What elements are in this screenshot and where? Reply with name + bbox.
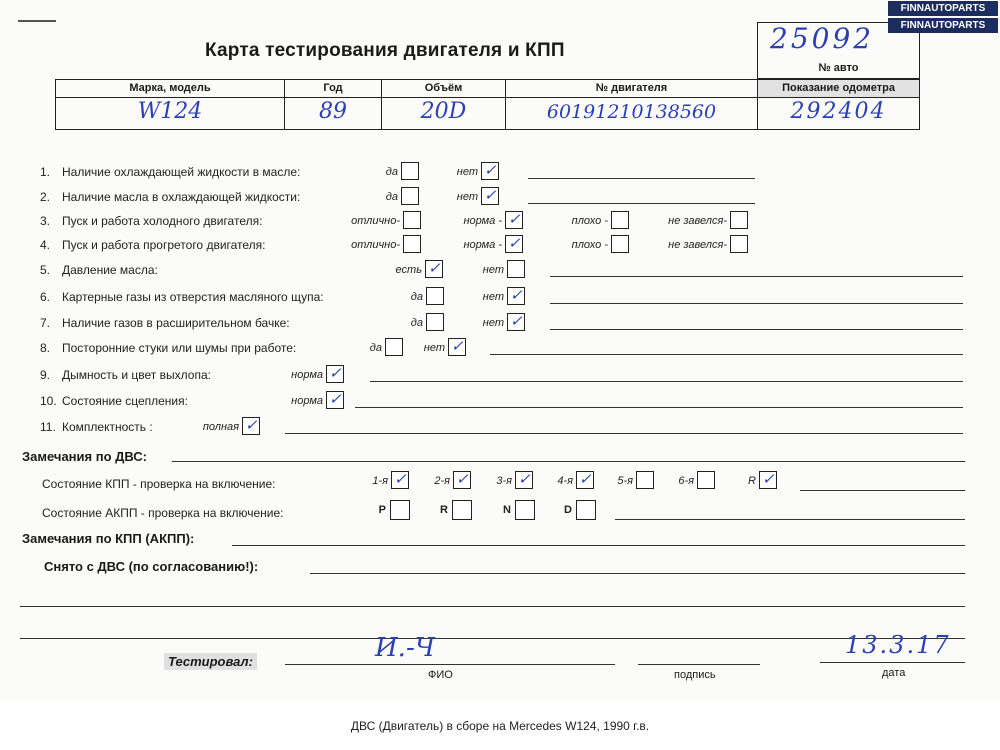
checklist-item-6 xyxy=(40,290,324,304)
checklist-item-9 xyxy=(40,368,211,382)
checkmark-icon: ✓ xyxy=(518,470,531,488)
engine-remarks-label: Замечания по ДВС: xyxy=(22,449,147,464)
option-checkbox[interactable] xyxy=(326,391,344,409)
option-checkbox[interactable] xyxy=(507,313,525,331)
option-checkbox[interactable] xyxy=(611,211,629,229)
option-label: не завелся- xyxy=(668,239,727,251)
manual-gearbox-line xyxy=(800,490,965,491)
removed-line-3 xyxy=(20,638,965,639)
option-label: отлично- xyxy=(351,239,400,251)
option-label: норма - xyxy=(463,239,502,251)
checklist-item-3 xyxy=(40,214,262,228)
auto-gearbox-label: Состояние АКПП - проверка на включение: xyxy=(42,506,284,520)
option-checkbox[interactable] xyxy=(505,235,523,253)
option-label: норма xyxy=(291,395,323,407)
header-col-engine-number: № двигателя xyxy=(505,79,758,98)
checklist-item-number: 9. xyxy=(40,368,51,382)
option-label: нет xyxy=(456,191,478,203)
option-checkbox[interactable] xyxy=(403,211,421,229)
option-label: отлично- xyxy=(351,215,400,227)
pen-mark xyxy=(18,20,56,22)
gear-checkbox[interactable] xyxy=(515,471,533,489)
name-line xyxy=(285,664,615,665)
option-label: да xyxy=(385,166,398,178)
option-label: нет xyxy=(456,166,478,178)
option-label: есть xyxy=(395,264,422,276)
checklist-comment-line xyxy=(490,354,963,355)
gear-label: 4-я xyxy=(557,475,573,487)
checkmark-icon: ✓ xyxy=(428,259,441,277)
option-label: нет xyxy=(482,317,504,329)
gear-label: 1-я xyxy=(372,475,388,487)
option-checkbox[interactable] xyxy=(611,235,629,253)
option-label: нет xyxy=(482,291,504,303)
checkmark-icon: ✓ xyxy=(762,470,775,488)
option-label: плохо - xyxy=(571,215,608,227)
value-odometer: 292404 xyxy=(757,97,920,130)
header-col-volume: Объём xyxy=(381,79,506,98)
checklist-item-label: Посторонние стуки или шумы при работе: xyxy=(62,341,297,355)
checklist-item-number: 8. xyxy=(40,341,51,355)
checklist-item-number: 6. xyxy=(40,290,51,304)
option-checkbox[interactable] xyxy=(481,187,499,205)
checklist-item-number: 4. xyxy=(40,238,51,252)
engine-remarks-line xyxy=(172,461,965,462)
checklist-item-number: 2. xyxy=(40,190,51,204)
option-checkbox[interactable] xyxy=(730,211,748,229)
gear-label: 3-я xyxy=(496,475,512,487)
option-checkbox[interactable] xyxy=(730,235,748,253)
checklist-item-8 xyxy=(40,341,296,355)
option-checkbox[interactable] xyxy=(403,235,421,253)
checklist-item-number: 1. xyxy=(40,165,51,179)
value-volume: 20D xyxy=(381,97,506,130)
tested-by-label: Тестировал: xyxy=(164,653,257,670)
option-checkbox[interactable] xyxy=(507,260,525,278)
checklist-comment-line xyxy=(528,178,755,179)
header-col-odometer: Показание одометра xyxy=(757,79,920,98)
checklist-item-number: 11. xyxy=(40,420,56,434)
checkmark-icon: ✓ xyxy=(508,210,521,228)
option-label: нет xyxy=(423,342,445,354)
checklist-comment-line xyxy=(285,433,963,434)
gear-checkbox[interactable] xyxy=(391,471,409,489)
checkmark-icon: ✓ xyxy=(508,234,521,252)
auto-gearbox-line xyxy=(615,519,965,520)
option-label: не завелся- xyxy=(668,215,727,227)
checkmark-icon: ✓ xyxy=(456,470,469,488)
checkmark-icon: ✓ xyxy=(484,161,497,179)
checklist-item-7 xyxy=(40,316,290,330)
option-label: полная xyxy=(202,421,239,433)
checklist-comment-line xyxy=(528,203,755,204)
gear-checkbox[interactable] xyxy=(576,471,594,489)
checklist-item-2 xyxy=(40,190,300,204)
option-checkbox[interactable] xyxy=(242,417,260,435)
gearbox-remarks-label: Замечания по КПП (АКПП): xyxy=(22,531,195,546)
checklist-item-label: Пуск и работа прогретого двигателя: xyxy=(62,238,266,252)
position-label: D xyxy=(564,504,572,516)
gear-label: 5-я xyxy=(617,475,633,487)
gear-label: R xyxy=(748,475,756,487)
position-label: P xyxy=(378,504,386,516)
value-engine-number: 60191210138560 xyxy=(505,97,758,130)
option-label: норма - xyxy=(463,215,502,227)
option-checkbox[interactable] xyxy=(426,287,444,305)
option-label: да xyxy=(369,342,382,354)
checkmark-icon: ✓ xyxy=(245,416,258,434)
checkmark-icon: ✓ xyxy=(329,364,342,382)
position-label: N xyxy=(503,504,511,516)
checklist-comment-line xyxy=(550,329,963,330)
checklist-item-label: Наличие масла в охлаждающей жидкости: xyxy=(62,190,301,204)
checklist-item-label: Пуск и работа холодного двигателя: xyxy=(62,214,263,228)
checklist-item-number: 7. xyxy=(40,316,51,330)
date-value: 13.3.17 xyxy=(845,631,951,659)
gear-checkbox[interactable] xyxy=(636,471,654,489)
gear-label: 6-я xyxy=(678,475,694,487)
photo-caption: ДВС (Двигатель) в сборе на Mercedes W124, 1990 г.в. xyxy=(350,719,650,733)
position-checkbox[interactable] xyxy=(576,500,596,520)
option-label: да xyxy=(410,291,423,303)
checklist-item-number: 10. xyxy=(40,394,57,408)
checklist-comment-line xyxy=(550,276,963,277)
watermark-bottom: FINNAUTOPARTS xyxy=(888,18,998,33)
checklist-item-label: Наличие газов в расширительном бачке: xyxy=(62,316,290,330)
checkmark-icon: ✓ xyxy=(484,186,497,204)
option-label: норма xyxy=(291,369,323,381)
signature-label: подпись xyxy=(674,669,716,681)
checklist-item-5 xyxy=(40,263,158,277)
option-label: да xyxy=(385,191,398,203)
gear-checkbox[interactable] xyxy=(759,471,777,489)
checklist-item-number: 3. xyxy=(40,214,51,228)
position-label: R xyxy=(440,504,448,516)
checklist-item-10 xyxy=(40,394,188,408)
date-line xyxy=(820,662,965,663)
option-checkbox[interactable] xyxy=(401,187,419,205)
name-label: ФИО xyxy=(428,669,453,681)
position-checkbox[interactable] xyxy=(390,500,410,520)
checklist-comment-line xyxy=(550,303,963,304)
option-label: плохо - xyxy=(571,239,608,251)
checklist-item-label: Давление масла: xyxy=(62,263,158,277)
removed-label: Снято с ДВС (по согласованию!): xyxy=(44,559,259,574)
option-checkbox[interactable] xyxy=(385,338,403,356)
checkmark-icon: ✓ xyxy=(329,390,342,408)
auto-number-label: № авто xyxy=(818,62,859,74)
value-year: 89 xyxy=(284,97,382,130)
page-title: Карта тестирования двигателя и КПП xyxy=(205,40,565,61)
checklist-item-4 xyxy=(40,238,266,252)
checkmark-icon: ✓ xyxy=(510,312,523,330)
option-checkbox[interactable] xyxy=(425,260,443,278)
option-label: нет xyxy=(482,264,504,276)
checkmark-icon: ✓ xyxy=(579,470,592,488)
checkmark-icon: ✓ xyxy=(394,470,407,488)
position-checkbox[interactable] xyxy=(452,500,472,520)
checklist-item-1 xyxy=(40,165,300,179)
gearbox-remarks-line xyxy=(232,545,965,546)
checklist-item-label: Комплектность : xyxy=(62,420,153,434)
option-checkbox[interactable] xyxy=(401,162,419,180)
option-checkbox[interactable] xyxy=(481,162,499,180)
checklist-comment-line xyxy=(370,381,963,382)
position-checkbox[interactable] xyxy=(515,500,535,520)
manual-gearbox-label: Состояние КПП - проверка на включение: xyxy=(42,477,276,491)
checklist-item-label: Наличие охлаждающей жидкости в масле: xyxy=(62,165,301,179)
checkmark-icon: ✓ xyxy=(510,286,523,304)
gear-label: 2-я xyxy=(434,475,450,487)
option-label: да xyxy=(410,317,423,329)
removed-line-1 xyxy=(310,573,965,574)
value-model: W124 xyxy=(55,97,285,130)
header-col-model: Марка, модель xyxy=(55,79,285,98)
checklist-item-11 xyxy=(40,420,153,434)
header-col-year: Год xyxy=(284,79,382,98)
checklist-item-number: 5. xyxy=(40,263,51,277)
checklist-comment-line xyxy=(355,407,963,408)
removed-line-2 xyxy=(20,606,965,607)
option-checkbox[interactable] xyxy=(426,313,444,331)
gear-checkbox[interactable] xyxy=(697,471,715,489)
checklist-item-label: Картерные газы из отверстия масляного щупа: xyxy=(62,290,324,304)
gear-checkbox[interactable] xyxy=(453,471,471,489)
date-label: дата xyxy=(882,667,906,679)
signature-line xyxy=(638,664,760,665)
option-checkbox[interactable] xyxy=(507,287,525,305)
option-checkbox[interactable] xyxy=(448,338,466,356)
auto-number-value: 25092 xyxy=(770,22,875,55)
tester-name-value: И.-Ч xyxy=(375,633,435,663)
option-checkbox[interactable] xyxy=(326,365,344,383)
option-checkbox[interactable] xyxy=(505,211,523,229)
watermark-top: FINNAUTOPARTS xyxy=(888,1,998,16)
checklist-item-label: Дымность и цвет выхлопа: xyxy=(62,368,211,382)
checkmark-icon: ✓ xyxy=(451,337,464,355)
checklist-item-label: Состояние сцепления: xyxy=(62,394,188,408)
